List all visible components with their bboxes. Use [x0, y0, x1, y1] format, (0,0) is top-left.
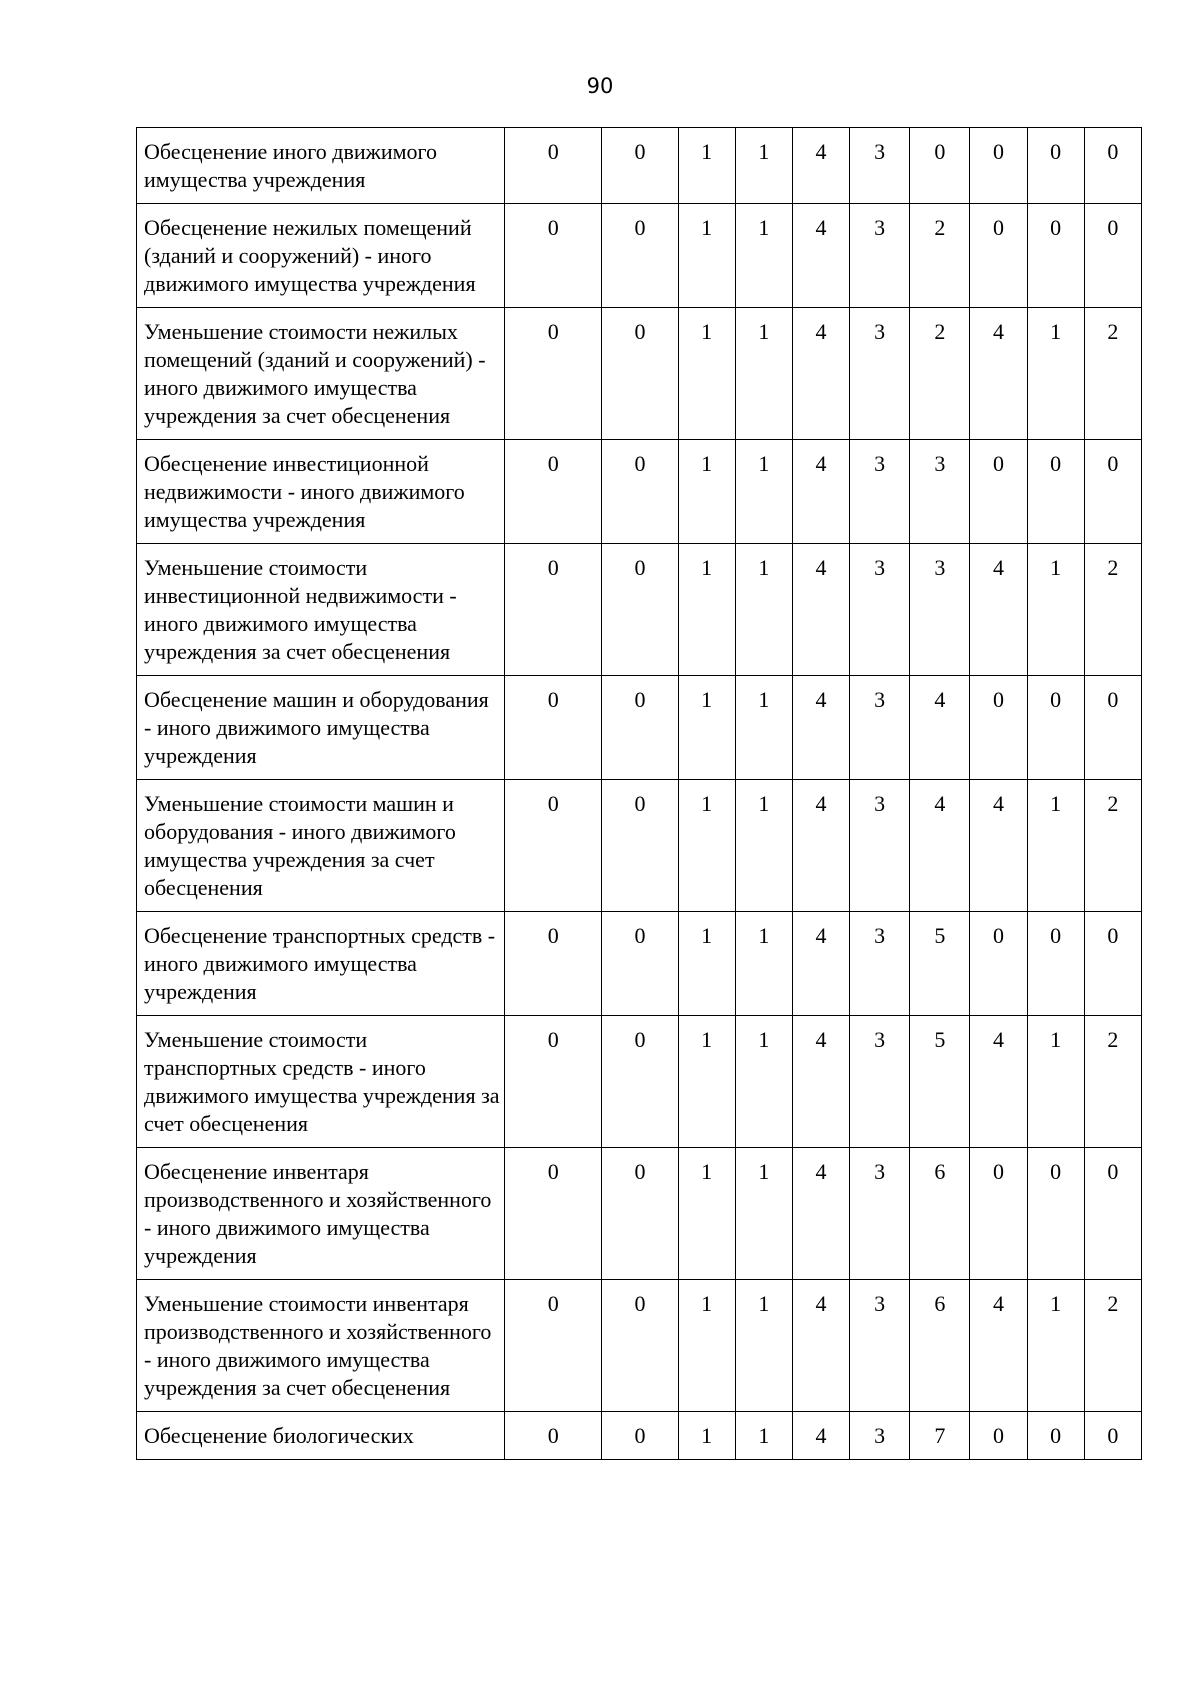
row-name-cell: Уменьшение стоимости инвентаря производственного и хозяйственного - иного движимого имущества учреждения за счет обесценения: [137, 1280, 505, 1412]
table-row: [137, 1148, 1142, 1280]
code-digit-cell: 2: [1084, 308, 1141, 440]
code-digit-cell: 0: [602, 544, 678, 676]
code-digit-cell: 0: [970, 440, 1027, 544]
code-digit-cell: 6: [910, 1148, 970, 1280]
row-name-cell: Уменьшение стоимости машин и оборудования - иного движимого имущества учреждения за счет обесценения: [137, 780, 505, 912]
code-digit-cell: 0: [1027, 128, 1084, 204]
code-digit-cell: 6: [910, 1280, 970, 1412]
code-digit-cell: 0: [1027, 1412, 1084, 1460]
code-digit-cell: 3: [850, 1412, 910, 1460]
code-digit-cell: 4: [792, 440, 849, 544]
code-digit-cell: 0: [970, 128, 1027, 204]
row-name-cell: Обесценение инвестиционной недвижимости - иного движимого имущества учреждения: [137, 440, 505, 544]
code-digit-cell: 3: [850, 440, 910, 544]
code-digit-cell: 0: [1084, 1148, 1141, 1280]
code-digit-cell: 4: [792, 1412, 849, 1460]
code-digit-cell: 1: [678, 780, 735, 912]
code-digit-cell: 0: [602, 1412, 678, 1460]
code-digit-cell: 4: [792, 780, 849, 912]
code-digit-cell: 0: [602, 1280, 678, 1412]
row-name-cell: Обесценение машин и оборудования - иного движимого имущества учреждения: [137, 676, 505, 780]
code-digit-cell: 0: [602, 912, 678, 1016]
code-digit-cell: 1: [678, 128, 735, 204]
code-digit-cell: 3: [910, 544, 970, 676]
code-digit-cell: 0: [1084, 440, 1141, 544]
row-name-cell: Обесценение инвентаря производственного и хозяйственного - иного движимого имущества учреждения: [137, 1148, 505, 1280]
code-digit-cell: 1: [735, 676, 792, 780]
code-digit-cell: 0: [505, 128, 602, 204]
code-digit-cell: 2: [1084, 1280, 1141, 1412]
code-digit-cell: 1: [678, 912, 735, 1016]
table-row: [137, 204, 1142, 308]
code-digit-cell: 1: [1027, 780, 1084, 912]
code-digit-cell: 0: [602, 308, 678, 440]
code-digit-cell: 3: [850, 912, 910, 1016]
code-digit-cell: 0: [970, 676, 1027, 780]
code-digit-cell: 0: [602, 1148, 678, 1280]
code-digit-cell: 1: [735, 1148, 792, 1280]
code-digit-cell: 1: [735, 780, 792, 912]
code-digit-cell: 3: [850, 1016, 910, 1148]
row-name-cell: Обесценение биологических: [137, 1412, 505, 1460]
code-digit-cell: 0: [602, 204, 678, 308]
code-digit-cell: 2: [1084, 544, 1141, 676]
table-row: [137, 128, 1142, 204]
code-digit-cell: 0: [505, 204, 602, 308]
code-digit-cell: 0: [970, 1412, 1027, 1460]
code-digit-cell: 2: [1084, 780, 1141, 912]
code-digit-cell: 0: [1084, 204, 1141, 308]
table-row: [137, 780, 1142, 912]
code-digit-cell: 0: [970, 912, 1027, 1016]
table-row: [137, 308, 1142, 440]
code-digit-cell: 4: [792, 1280, 849, 1412]
code-digit-cell: 0: [505, 1412, 602, 1460]
code-digit-cell: 3: [850, 308, 910, 440]
code-digit-cell: 3: [850, 780, 910, 912]
code-digit-cell: 0: [505, 780, 602, 912]
code-digit-cell: 2: [1084, 1016, 1141, 1148]
code-digit-cell: 1: [1027, 308, 1084, 440]
code-digit-cell: 3: [850, 128, 910, 204]
code-digit-cell: 3: [850, 676, 910, 780]
code-digit-cell: 1: [735, 308, 792, 440]
code-digit-cell: 1: [678, 1016, 735, 1148]
row-name-cell: Уменьшение стоимости транспортных средств - иного движимого имущества учреждения за счет обесценения: [137, 1016, 505, 1148]
code-digit-cell: 4: [970, 544, 1027, 676]
table-row: [137, 1280, 1142, 1412]
code-digit-cell: 3: [910, 440, 970, 544]
code-digit-cell: 4: [792, 912, 849, 1016]
table-row: [137, 676, 1142, 780]
code-digit-cell: 4: [792, 308, 849, 440]
code-digit-cell: 4: [792, 544, 849, 676]
code-digit-cell: 1: [735, 128, 792, 204]
code-digit-cell: 1: [678, 544, 735, 676]
account-codes-table: [136, 127, 1142, 1460]
row-name-cell: Уменьшение стоимости инвестиционной недвижимости - иного движимого имущества учреждения за счет обесценения: [137, 544, 505, 676]
code-digit-cell: 0: [505, 1148, 602, 1280]
code-digit-cell: 1: [1027, 544, 1084, 676]
code-digit-cell: 1: [678, 1148, 735, 1280]
code-digit-cell: 0: [910, 128, 970, 204]
code-digit-cell: 0: [505, 1016, 602, 1148]
code-digit-cell: 0: [505, 544, 602, 676]
code-digit-cell: 1: [678, 440, 735, 544]
code-digit-cell: 0: [970, 1148, 1027, 1280]
code-digit-cell: 0: [505, 440, 602, 544]
code-digit-cell: 4: [792, 204, 849, 308]
code-digit-cell: 1: [735, 204, 792, 308]
table-row: [137, 1016, 1142, 1148]
code-digit-cell: 0: [602, 676, 678, 780]
code-digit-cell: 4: [792, 1016, 849, 1148]
code-digit-cell: 1: [735, 1016, 792, 1148]
code-digit-cell: 1: [678, 204, 735, 308]
row-name-cell: Обесценение нежилых помещений (зданий и сооружений) - иного движимого имущества учреждения: [137, 204, 505, 308]
code-digit-cell: 3: [850, 1280, 910, 1412]
code-digit-cell: 1: [1027, 1016, 1084, 1148]
code-digit-cell: 0: [1084, 676, 1141, 780]
code-digit-cell: 4: [910, 780, 970, 912]
table-row: [137, 912, 1142, 1016]
code-digit-cell: 1: [735, 1280, 792, 1412]
code-digit-cell: 1: [735, 1412, 792, 1460]
code-digit-cell: 0: [602, 780, 678, 912]
code-digit-cell: 1: [678, 1280, 735, 1412]
code-digit-cell: 0: [602, 440, 678, 544]
code-digit-cell: 0: [1027, 204, 1084, 308]
code-digit-cell: 0: [1027, 1148, 1084, 1280]
page-number: 90: [586, 74, 614, 98]
code-digit-cell: 7: [910, 1412, 970, 1460]
code-digit-cell: 4: [792, 676, 849, 780]
code-digit-cell: 0: [602, 128, 678, 204]
row-name-cell: Обесценение транспортных средств - иного движимого имущества учреждения: [137, 912, 505, 1016]
code-digit-cell: 1: [678, 676, 735, 780]
code-digit-cell: 1: [735, 544, 792, 676]
code-digit-cell: 0: [505, 912, 602, 1016]
code-digit-cell: 4: [792, 1148, 849, 1280]
code-digit-cell: 1: [1027, 1280, 1084, 1412]
code-digit-cell: 0: [1027, 912, 1084, 1016]
code-digit-cell: 2: [910, 308, 970, 440]
code-digit-cell: 1: [735, 912, 792, 1016]
code-digit-cell: 3: [850, 204, 910, 308]
code-digit-cell: 0: [1027, 440, 1084, 544]
code-digit-cell: 0: [1084, 128, 1141, 204]
code-digit-cell: 4: [970, 1016, 1027, 1148]
code-digit-cell: 1: [678, 308, 735, 440]
code-digit-cell: 2: [910, 204, 970, 308]
table-row: [137, 440, 1142, 544]
code-digit-cell: 5: [910, 912, 970, 1016]
code-digit-cell: 0: [970, 204, 1027, 308]
code-digit-cell: 0: [1084, 912, 1141, 1016]
row-name-cell: Обесценение иного движимого имущества учреждения: [137, 128, 505, 204]
code-digit-cell: 4: [910, 676, 970, 780]
code-digit-cell: 0: [505, 1280, 602, 1412]
code-digit-cell: 0: [602, 1016, 678, 1148]
code-digit-cell: 0: [1084, 1412, 1141, 1460]
code-digit-cell: 4: [792, 128, 849, 204]
code-digit-cell: 4: [970, 780, 1027, 912]
code-digit-cell: 1: [735, 440, 792, 544]
code-digit-cell: 0: [1027, 676, 1084, 780]
row-name-cell: Уменьшение стоимости нежилых помещений (зданий и сооружений) - иного движимого имущества учреждения за счет обесценения: [137, 308, 505, 440]
table-body: [137, 128, 1142, 1460]
code-digit-cell: 4: [970, 1280, 1027, 1412]
code-digit-cell: 3: [850, 544, 910, 676]
code-digit-cell: 5: [910, 1016, 970, 1148]
code-digit-cell: 0: [505, 308, 602, 440]
code-digit-cell: 3: [850, 1148, 910, 1280]
code-digit-cell: 4: [970, 308, 1027, 440]
table-row: [137, 1412, 1142, 1460]
code-digit-cell: 0: [505, 676, 602, 780]
code-digit-cell: 1: [678, 1412, 735, 1460]
table-row: [137, 544, 1142, 676]
